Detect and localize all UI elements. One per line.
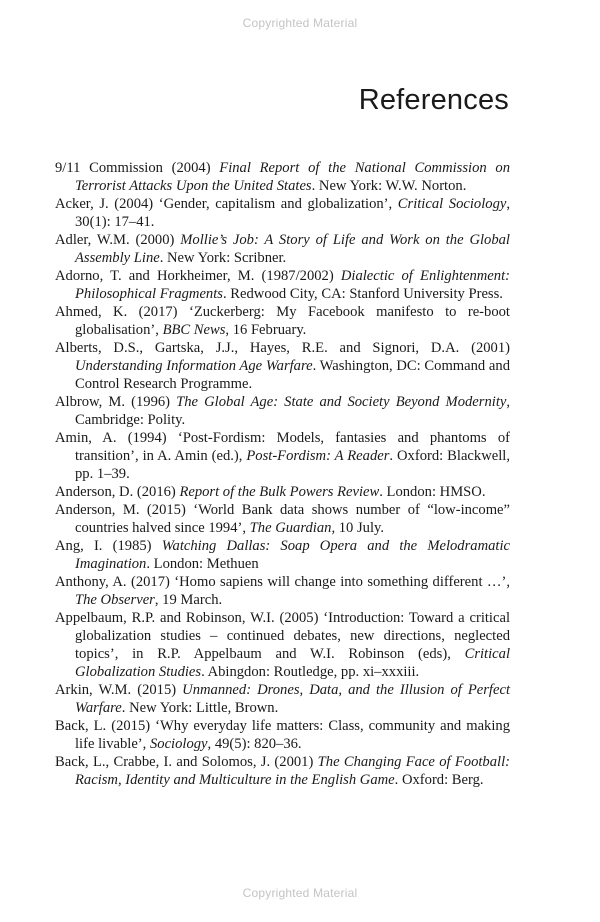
reference-entry [55,303,510,339]
reference-title-italic: The Changing Face of Football: Racism, Identity and Multiculture in the English Game [75,754,510,788]
reference-entry [55,537,510,573]
reference-title-italic: Critical Sociology [397,196,507,212]
reference-entry [55,573,510,609]
reference-text: Ang, I. (1985) [55,538,162,554]
reference-text: Back, L. (2015) ‘Why everyday life matters: Class, community and making life livable’, [55,718,510,752]
reference-entry [55,501,510,537]
reference-title-italic: Understanding Information Age Warfare [75,358,313,374]
reference-title-italic: Mollie’s Job: A Story of Life and Work on the Global Assembly Line [75,232,510,266]
reference-title-italic: Post-Fordism: A Reader [246,448,390,464]
reference-entry [55,753,510,789]
reference-entry [55,429,510,483]
reference-entry [55,393,510,429]
reference-entry [55,717,510,753]
reference-title-italic: BBC News [162,322,226,338]
reference-title-italic: The Global Age: State and Society Beyond Modernity [176,394,507,410]
reference-text: Anderson, D. (2016) [55,484,180,500]
reference-text: . New York: W.W. Norton. [311,178,467,194]
reference-entry [55,231,510,267]
reference-title-italic: Report of the Bulk Powers Review [179,484,380,500]
reference-text: , 10 July. [331,520,385,536]
reference-title-italic: The Guardian [249,520,332,536]
reference-text: Anderson, M. (2015) ‘World Bank data shows number of “low-income” countries halved since 1994’, [55,502,510,536]
reference-text: Alberts, D.S., Gartska, J.J., Hayes, R.E. and Signori, D.A. (2001) [55,340,510,356]
reference-title-italic: Sociology [149,736,208,752]
reference-text: Albrow, M. (1996) [55,394,177,410]
reference-text: . New York: Scribner. [159,250,287,266]
reference-title-italic: Critical Globalization Studies [75,646,510,680]
reference-text: . New York: Little, Brown. [121,700,279,716]
reference-text: Arkin, W.M. (2015) [55,682,183,698]
reference-text: . London: Methuen [146,556,259,572]
reference-entry [55,195,510,231]
reference-entry [55,339,510,393]
page-title: References [358,84,509,116]
reference-text: Anthony, A. (2017) ‘Homo sapiens will change into something different …’, [55,574,510,590]
reference-text: . London: HMSO. [379,484,486,500]
reference-text: , 19 March. [154,592,223,608]
reference-title-italic: Unmanned: Drones, Data, and the Illusion of Perfect Warfare [75,682,510,716]
reference-entry [55,267,510,303]
reference-text: Back, L., Crabbe, I. and Solomos, J. (2001) [55,754,318,770]
reference-text: . Abingdon: Routledge, pp. xi–xxxiii. [201,664,420,680]
reference-entry [55,483,510,501]
reference-title-italic: The Observer [75,592,155,608]
reference-text: , Cambridge: Polity. [75,394,511,428]
reference-entry [55,609,510,681]
reference-text: . Oxford: Berg. [394,772,484,788]
reference-list [55,159,510,789]
reference-text: Acker, J. (2004) ‘Gender, capitalism and globalization’, [55,196,398,212]
reference-text: Amin, A. (1994) ‘Post-Fordism: Models, fantasies and phantoms of transition’, in A. Amin (ed.), [55,430,510,464]
reference-text: Adler, W.M. (2000) [55,232,181,248]
reference-text: 9/11 Commission (2004) [55,160,220,176]
reference-title-italic: Dialectic of Enlightenment: Philosophical Fragments [75,268,510,302]
reference-text: . Redwood City, CA: Stanford University Press. [222,286,503,302]
watermark-top: Copyrighted Material [242,16,358,30]
reference-text: Adorno, T. and Horkheimer, M. (1987/2002) [55,268,341,284]
reference-entry [55,159,510,195]
reference-text: , 16 February. [225,322,307,338]
reference-text: . Washington, DC: Command and Control Research Programme. [75,358,511,392]
watermark-bottom: Copyrighted Material [242,886,358,900]
reference-text: Appelbaum, R.P. and Robinson, W.I. (2005) ‘Introduction: Toward a critical globalization studies – continued debates, new directions, neglected topics’, in R.P. Appelbaum and W.I. Robinson (eds), [55,610,510,662]
reference-text: , 49(5): 820–36. [207,736,302,752]
reference-title-italic: Final Report of the National Commission on Terrorist Attacks Upon the United States [75,160,510,194]
reference-entry [55,681,510,717]
reference-text: . Oxford: Blackwell, pp. 1–39. [75,448,510,482]
reference-text: , 30(1): 17–41. [75,196,510,230]
reference-title-italic: Watching Dallas: Soap Opera and the Melodramatic Imagination [75,538,510,572]
reference-text: Ahmed, K. (2017) ‘Zuckerberg: My Facebook manifesto to re-boot globalisation’, [55,304,510,338]
